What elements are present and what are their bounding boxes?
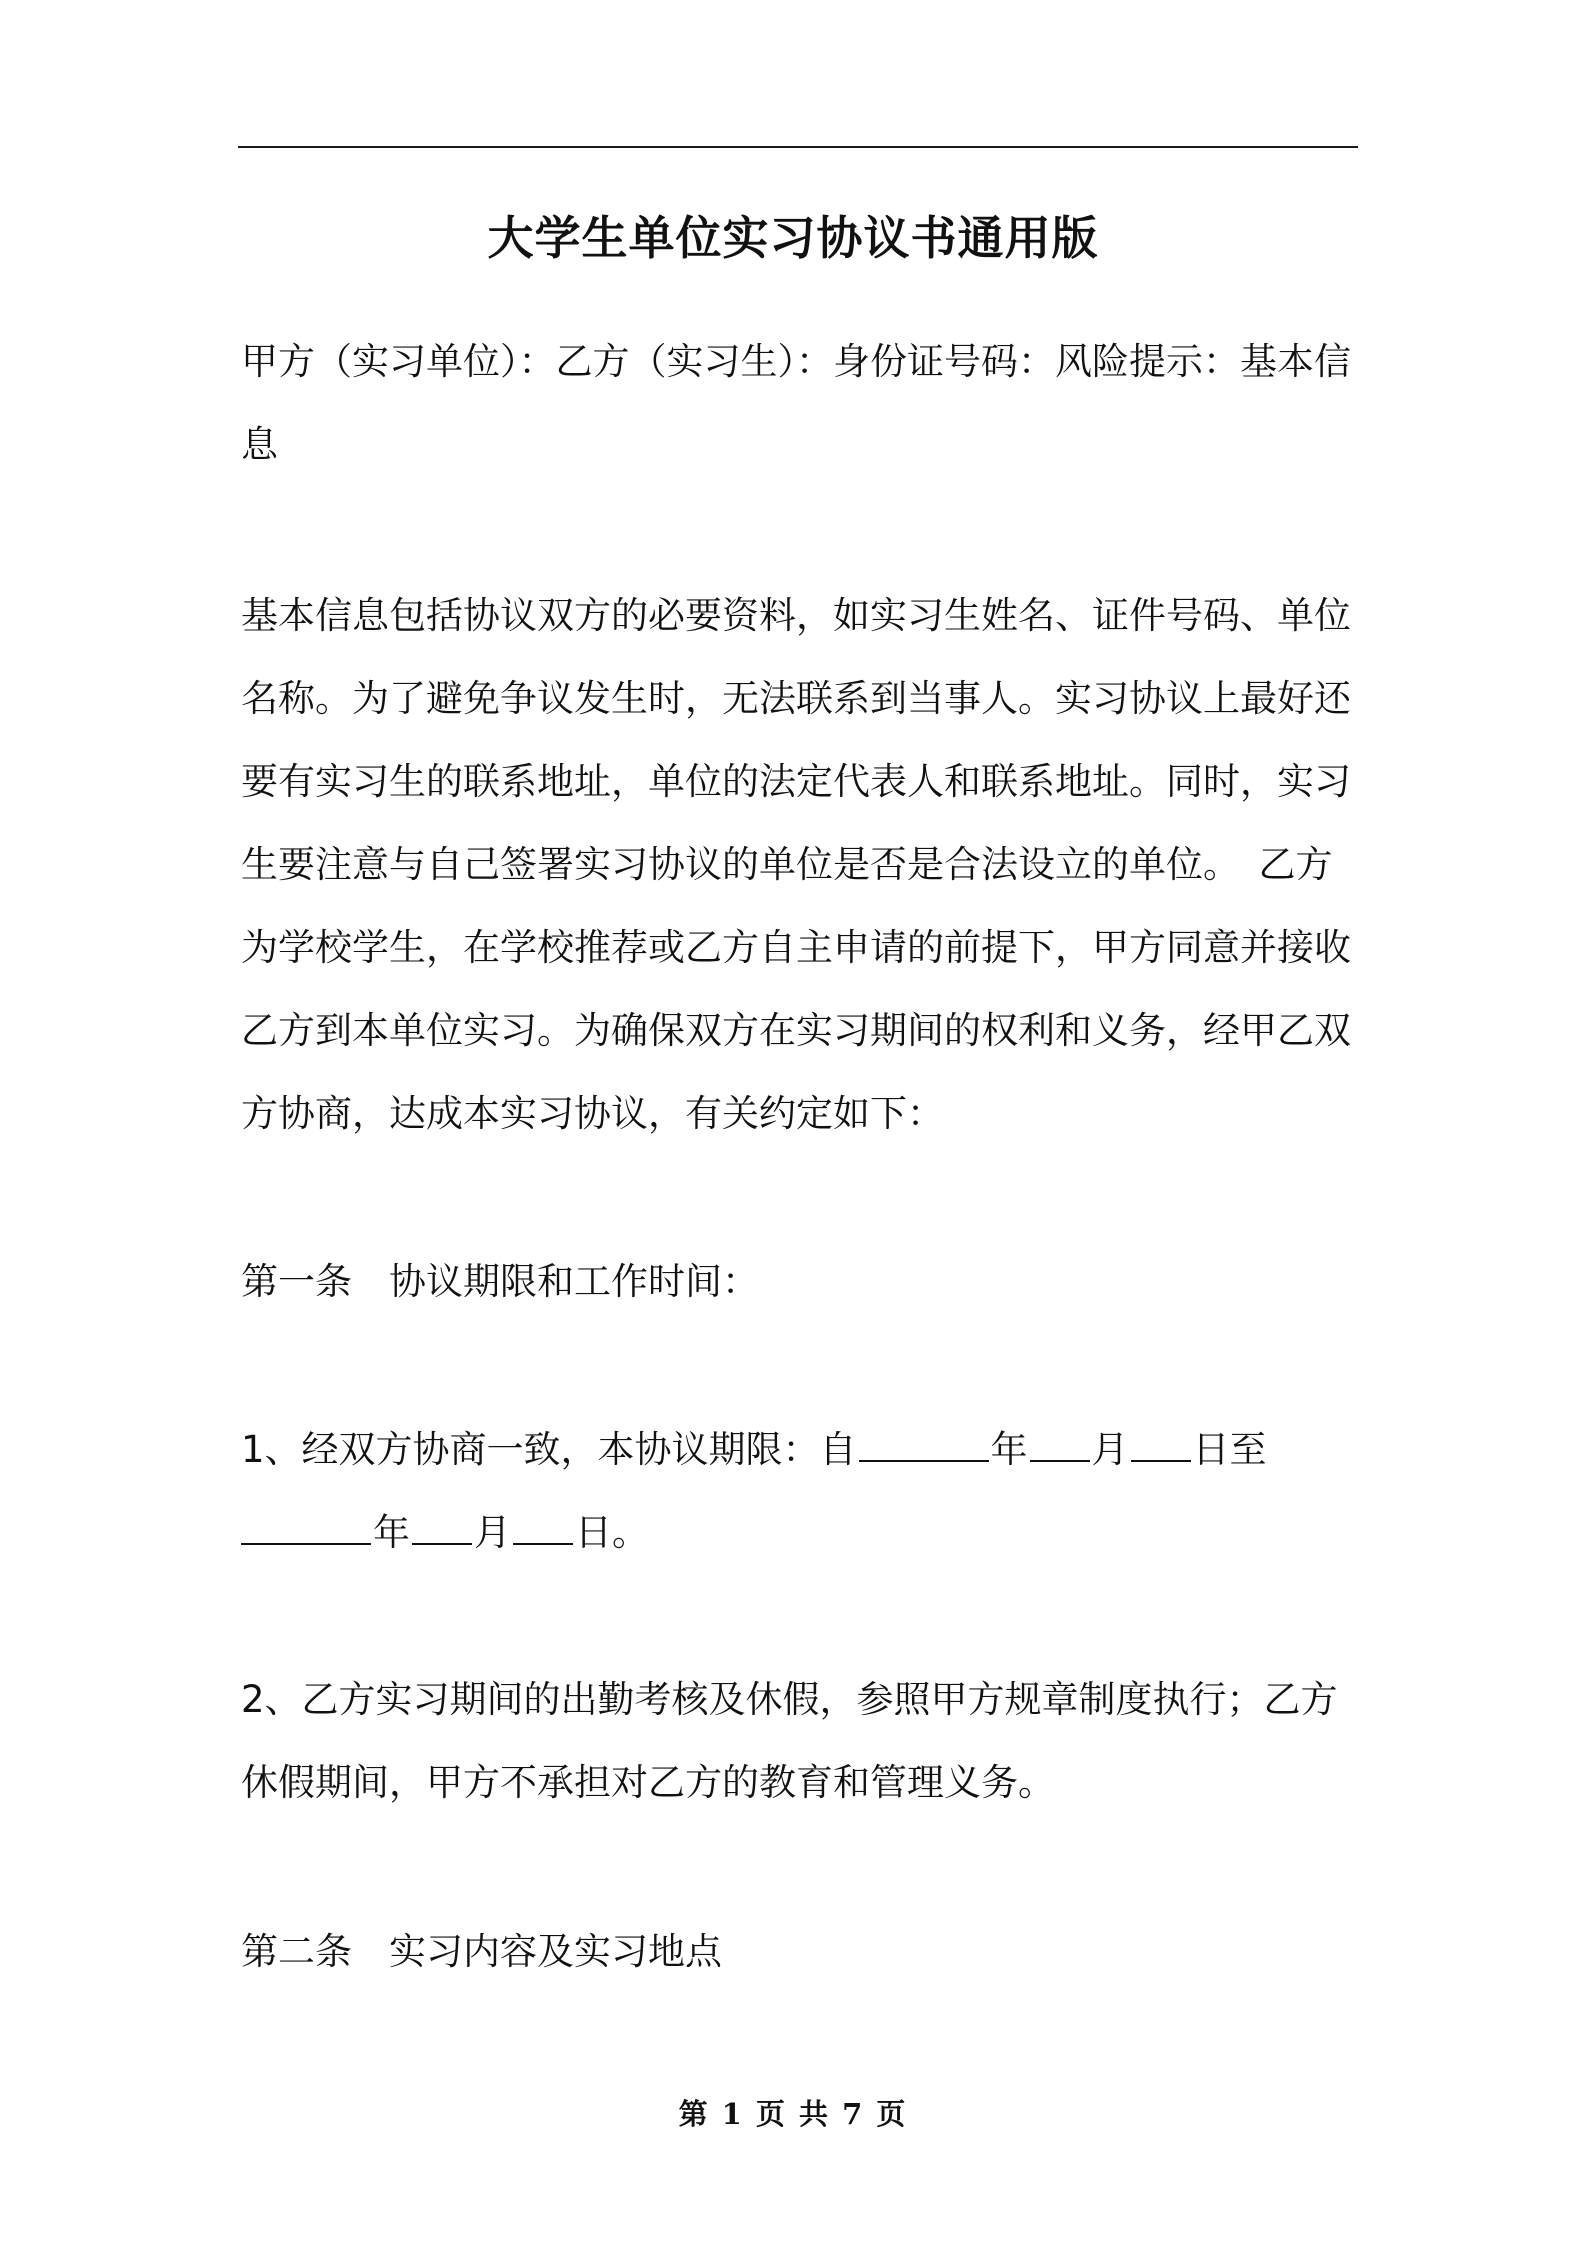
- text-line: 方协商，达成本实习协议，有关约定如下：: [241, 1092, 944, 1135]
- month-label: 月: [1091, 1428, 1129, 1471]
- year-label: 年: [373, 1511, 410, 1554]
- clause-2: [241, 1658, 1361, 1824]
- intro-paragraph: [241, 320, 1361, 486]
- start-month-blank: [1030, 1459, 1090, 1462]
- day-end-label: 日。: [575, 1511, 649, 1554]
- basic-info-paragraph: [241, 574, 1361, 1155]
- text-line: 要有实习生的联系地址，单位的法定代表人和联系地址。同时，实习: [241, 760, 1351, 803]
- clause-1-prefix: 1、经双方协商一致，本协议期限：自: [241, 1428, 857, 1471]
- end-day-blank: [513, 1542, 573, 1545]
- year-label: 年: [990, 1428, 1028, 1471]
- text-line: 休假期间，甲方不承担对乙方的教育和管理义务。: [241, 1761, 1055, 1804]
- clause-1-line-2: [241, 1491, 1361, 1574]
- section-heading: 第一条 协议期限和工作时间：: [241, 1260, 759, 1303]
- end-year-blank: [241, 1542, 371, 1545]
- section-heading: 第二条 实习内容及实习地点: [241, 1930, 722, 1973]
- text-line: 基本信息包括协议双方的必要资料，如实习生姓名、证件号码、单位: [241, 594, 1351, 637]
- day-to-label: 日至: [1192, 1428, 1267, 1471]
- text-line: 2、乙方实习期间的出勤考核及休假，参照甲方规章制度执行；乙方: [241, 1678, 1338, 1721]
- text-line: 乙方到本单位实习。为确保双方在实习期间的权利和义务，经甲乙双: [241, 1009, 1351, 1052]
- month-label: 月: [474, 1511, 511, 1554]
- text-line: 为学校学生，在学校推荐或乙方自主申请的前提下，甲方同意并接收: [241, 926, 1351, 969]
- header-rule: [238, 146, 1358, 148]
- start-day-blank: [1131, 1459, 1191, 1462]
- article-2-heading: [241, 1910, 1361, 1993]
- page-number: 第 1 页 共 7 页: [678, 2097, 908, 2131]
- document-title: 大学生单位实习协议书通用版: [487, 211, 1099, 265]
- article-1-heading: [241, 1240, 1361, 1323]
- text-line: 息: [241, 423, 278, 466]
- clause-1-line-1: [241, 1408, 1361, 1491]
- text-line: 甲方（实习单位）：乙方（实习生）：身份证号码：风险提示：基本信: [241, 340, 1351, 383]
- text-line: 生要注意与自己签署实习协议的单位是否是合法设立的单位。 乙方: [241, 843, 1333, 886]
- clause-1: [241, 1408, 1361, 1574]
- end-month-blank: [412, 1542, 472, 1545]
- start-year-blank: [859, 1459, 989, 1462]
- text-line: 名称。为了避免争议发生时，无法联系到当事人。实习协议上最好还: [241, 677, 1351, 720]
